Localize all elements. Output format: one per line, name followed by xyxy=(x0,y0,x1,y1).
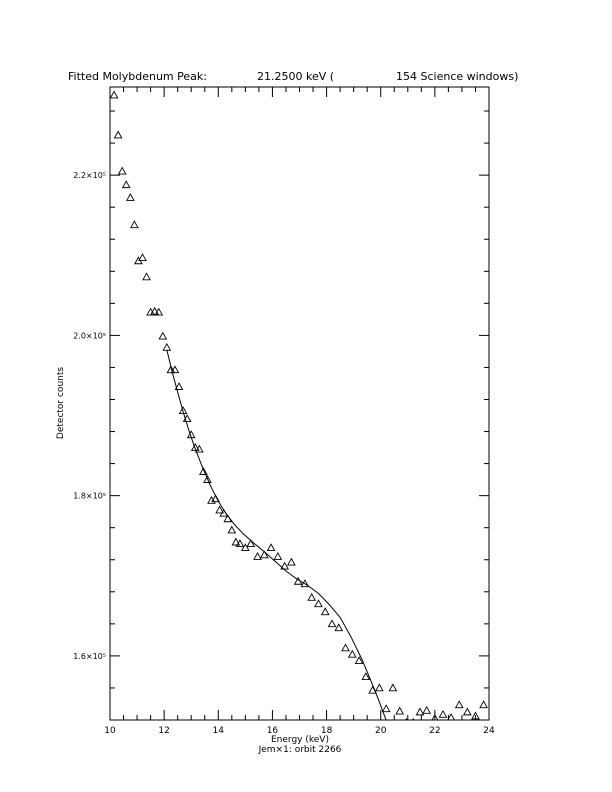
sub-caption: Jem×1: orbit 2266 xyxy=(258,745,342,755)
data-point-marker xyxy=(464,708,471,714)
data-point-marker xyxy=(423,707,430,713)
y-axis-label: Detector counts xyxy=(56,366,66,440)
data-point-marker xyxy=(274,553,281,559)
y-tick-label: 2.2×10⁵ xyxy=(73,171,106,181)
x-tick-label: 12 xyxy=(158,726,170,736)
data-point-marker xyxy=(115,131,122,137)
data-point-marker xyxy=(159,333,166,339)
data-point-marker xyxy=(342,644,349,650)
data-point-marker xyxy=(315,600,322,606)
axis-ticks xyxy=(110,87,489,720)
data-point-marker xyxy=(110,91,117,97)
x-tick-label: 24 xyxy=(483,726,495,736)
data-point-marker xyxy=(254,553,261,559)
data-point-marker xyxy=(267,544,274,550)
chart-title-energy: 21.2500 keV ( xyxy=(257,70,335,83)
data-point-marker xyxy=(456,701,463,707)
y-tick-label: 1.8×10⁵ xyxy=(73,491,106,501)
data-point-marker xyxy=(308,594,315,600)
data-point-marker xyxy=(163,344,170,350)
data-point-marker xyxy=(228,527,235,533)
data-point-marker xyxy=(396,708,403,714)
data-point-marker xyxy=(416,708,423,714)
y-tick-label: 1.6×10⁵ xyxy=(73,651,106,661)
data-point-marker xyxy=(123,181,130,187)
data-point-marker xyxy=(376,684,383,690)
data-point-marker xyxy=(335,624,342,630)
chart-title: Fitted Molybdenum Peak: xyxy=(68,70,207,83)
x-tick-label: 16 xyxy=(266,726,279,736)
data-point-marker xyxy=(232,539,239,545)
data-point-marker xyxy=(389,684,396,690)
data-point-marker xyxy=(143,273,150,279)
data-point-marker xyxy=(383,705,390,711)
plot-frame xyxy=(110,87,489,720)
x-tick-label: 22 xyxy=(429,726,441,736)
x-tick-label: 18 xyxy=(320,726,333,736)
data-markers xyxy=(110,91,487,725)
y-tick-label: 2.0×10⁵ xyxy=(73,331,106,341)
data-point-marker xyxy=(349,651,356,657)
data-point-marker xyxy=(439,711,446,717)
data-point-marker xyxy=(288,559,295,565)
y-tick-labels xyxy=(73,171,106,661)
fit-curve xyxy=(167,350,405,776)
data-point-marker xyxy=(328,620,335,626)
chart-title-windows: 154 Science windows) xyxy=(396,70,519,83)
x-tick-label: 14 xyxy=(212,726,225,736)
x-tick-label: 10 xyxy=(104,726,116,736)
data-point-marker xyxy=(322,608,329,614)
data-point-marker xyxy=(119,168,126,174)
data-point-marker xyxy=(131,221,138,227)
x-tick-label: 20 xyxy=(374,726,387,736)
data-point-marker xyxy=(480,701,487,707)
data-point-marker xyxy=(127,194,134,200)
x-axis-label: Energy (keV) xyxy=(271,735,329,745)
